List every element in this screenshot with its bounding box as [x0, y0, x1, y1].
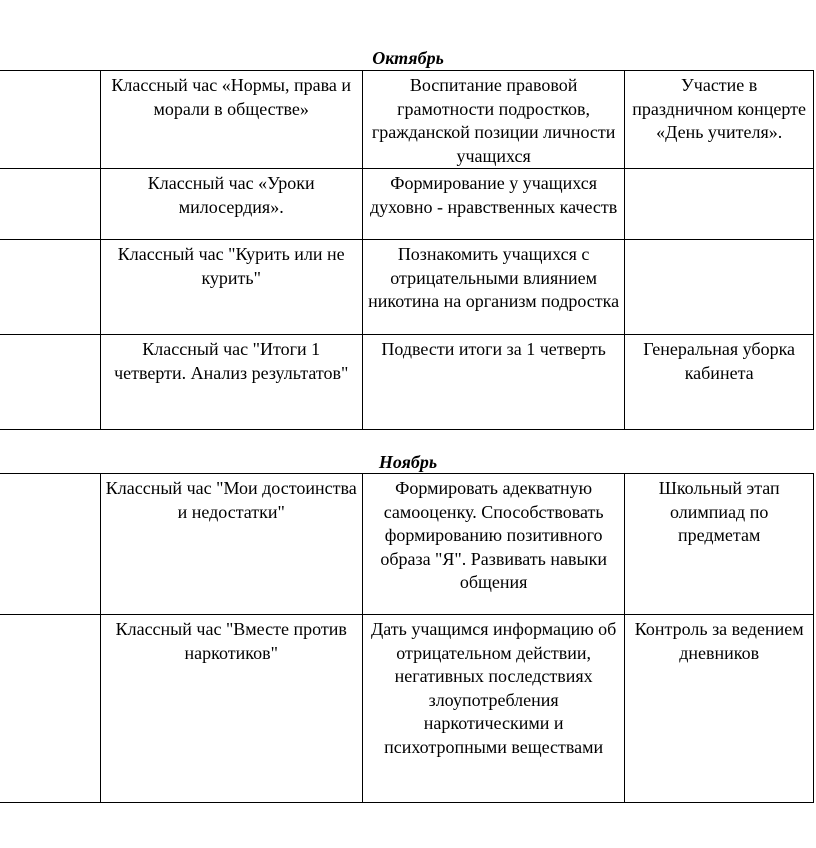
november-table	[0, 473, 814, 803]
table-cell-goal: Подвести итоги за 1 четверть	[362, 335, 624, 430]
table-cell-empty	[0, 240, 100, 335]
table-cell-event: Классный час "Вместе против наркотиков"	[100, 615, 362, 803]
table-cell-other: Генеральная уборка кабинета	[625, 335, 814, 430]
table-cell-event: Классный час "Курить или не курить"	[100, 240, 362, 335]
table-cell-event: Классный час «Нормы, права и морали в обществе»	[100, 71, 362, 169]
table-cell-other: Школьный этап олимпиад по предметам	[625, 474, 814, 615]
table-cell-empty	[0, 169, 100, 240]
november-title: Ноябрь	[378, 452, 438, 472]
table-cell-empty	[0, 474, 100, 615]
table-cell-goal: Формировать адекватную самооценку. Способствовать формированию позитивного образа "Я". Развивать навыки общения	[362, 474, 624, 615]
table-row	[0, 335, 814, 430]
table-cell-other: Участие в праздничном концерте «День учителя».	[625, 71, 814, 169]
table-row	[0, 169, 814, 240]
table-cell-goal: Формирование у учащихся духовно - нравственных качеств	[362, 169, 624, 240]
table-cell-empty	[0, 615, 100, 803]
table-cell-event: Классный час "Итоги 1 четверти. Анализ результатов"	[100, 335, 362, 430]
table-row	[0, 71, 814, 169]
october-table	[0, 70, 814, 430]
october-title: Октябрь	[372, 48, 444, 68]
table-row	[0, 474, 814, 615]
table-cell-other	[625, 169, 814, 240]
table-cell-goal: Дать учащимся информацию об отрицательном действии, негативных последствиях злоупотребления наркотическими и психотропными веществами	[362, 615, 624, 803]
table-cell-goal: Познакомить учащихся с отрицательными влиянием никотина на организм подростка	[362, 240, 624, 335]
table-cell-other	[625, 240, 814, 335]
table-cell-event: Классный час «Уроки милосердия».	[100, 169, 362, 240]
table-cell-empty	[0, 335, 100, 430]
table-row	[0, 615, 814, 803]
table-cell-event: Классный час "Мои достоинства и недостатки"	[100, 474, 362, 615]
table-cell-empty	[0, 71, 100, 169]
table-cell-other: Контроль за ведением дневников	[625, 615, 814, 803]
table-cell-goal: Воспитание правовой грамотности подростков, гражданской позиции личности учащихся	[362, 71, 624, 169]
table-row	[0, 240, 814, 335]
